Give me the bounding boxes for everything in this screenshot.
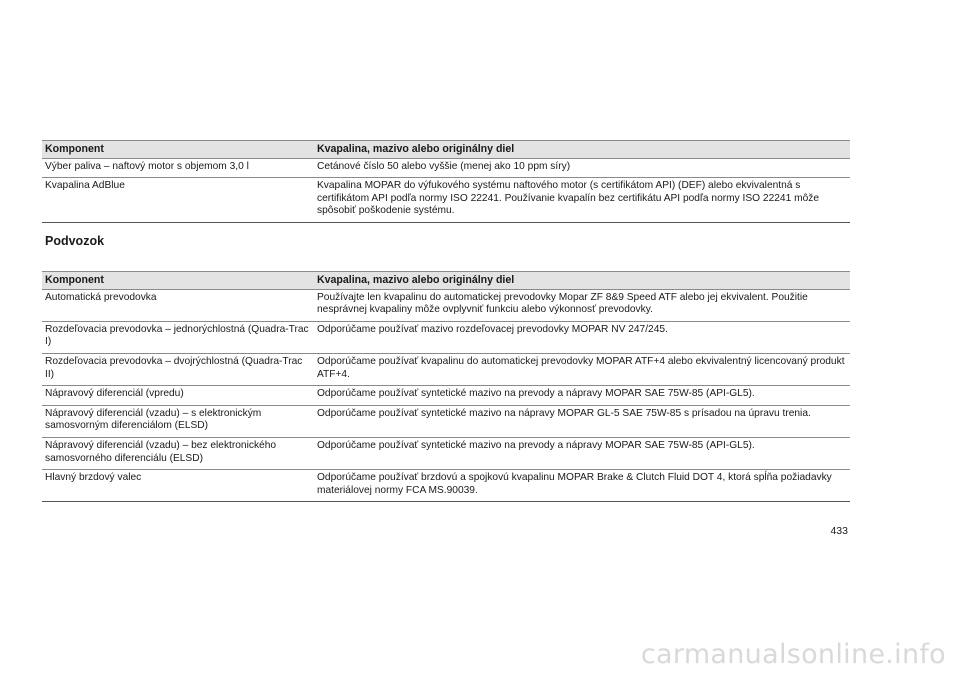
- table-row: [42, 321, 850, 353]
- component-cell: Nápravový diferenciál (vzadu) – s elektronickým samosvorným diferenciálom (ELSD): [42, 405, 314, 437]
- fuel-fluids-table: [42, 140, 850, 223]
- column-header-component: Komponent: [42, 272, 314, 290]
- chassis-fluids-table: [42, 271, 850, 502]
- fluid-cell: Odporúčame používať kvapalinu do automatickej prevodovky MOPAR ATF+4 alebo ekvivalentný licencovaný produkt ATF+4.: [314, 353, 850, 385]
- component-cell: Nápravový diferenciál (vpredu): [42, 386, 314, 406]
- fluid-cell: Odporúčame používať mazivo rozdeľovacej prevodovky MOPAR NV 247/245.: [314, 321, 850, 353]
- table-row: [42, 178, 850, 223]
- table-header-row: [42, 272, 850, 290]
- page-number: 433: [830, 525, 848, 537]
- table-header-row: [42, 141, 850, 159]
- table-row: [42, 158, 850, 178]
- fluid-cell: Cetánové číslo 50 alebo vyššie (menej ako 10 ppm síry): [314, 158, 850, 178]
- fluid-cell: Odporúčame používať syntetické mazivo na prevody a nápravy MOPAR SAE 75W-85 (API-GL5).: [314, 386, 850, 406]
- table-row: [42, 353, 850, 385]
- component-cell: Výber paliva – naftový motor s objemom 3,0 l: [42, 158, 314, 178]
- column-header-fluid: Kvapalina, mazivo alebo originálny diel: [314, 272, 850, 290]
- fluid-cell: Používajte len kvapalinu do automatickej prevodovky Mopar ZF 8&9 Speed ATF alebo jej ekvivalent. Použitie nesprávnej kvapaliny môže ovplyvniť funkciu alebo výkonnosť prevodovky.: [314, 289, 850, 321]
- column-header-fluid: Kvapalina, mazivo alebo originálny diel: [314, 141, 850, 159]
- fluid-cell: Kvapalina MOPAR do výfukového systému naftového motor (s certifikátom API) (DEF) alebo ekvivalentná s certifikátom API podľa normy ISO 22241. Používanie kvapalín bez certifikátu API podľa normy ISO 22241 môže spôsobiť poškodenie systému.: [314, 178, 850, 223]
- fluid-cell: Odporúčame používať syntetické mazivo na prevody a nápravy MOPAR SAE 75W-85 (API-GL5).: [314, 437, 850, 469]
- table-row: [42, 470, 850, 502]
- component-cell: Automatická prevodovka: [42, 289, 314, 321]
- table-row: [42, 437, 850, 469]
- table-row: [42, 405, 850, 437]
- table-row: [42, 289, 850, 321]
- component-cell: Rozdeľovacia prevodovka – jednorýchlostná (Quadra-Trac I): [42, 321, 314, 353]
- section-heading-chassis: Podvozok: [45, 234, 105, 248]
- fluid-cell: Odporúčame používať brzdovú a spojkovú kvapalinu MOPAR Brake & Clutch Fluid DOT 4, ktorá spĺňa požiadavky materiálovej normy FCA MS.90039.: [314, 470, 850, 502]
- column-header-component: Komponent: [42, 141, 314, 159]
- fluid-cell: Odporúčame používať syntetické mazivo na nápravy MOPAR GL-5 SAE 75W-85 s prísadou na úpravu trenia.: [314, 405, 850, 437]
- watermark: carmanualsonline.info: [640, 639, 946, 670]
- component-cell: Kvapalina AdBlue: [42, 178, 314, 223]
- component-cell: Rozdeľovacia prevodovka – dvojrýchlostná (Quadra-Trac II): [42, 353, 314, 385]
- component-cell: Nápravový diferenciál (vzadu) – bez elektronického samosvorného diferenciálu (ELSD): [42, 437, 314, 469]
- component-cell: Hlavný brzdový valec: [42, 470, 314, 502]
- table-row: [42, 386, 850, 406]
